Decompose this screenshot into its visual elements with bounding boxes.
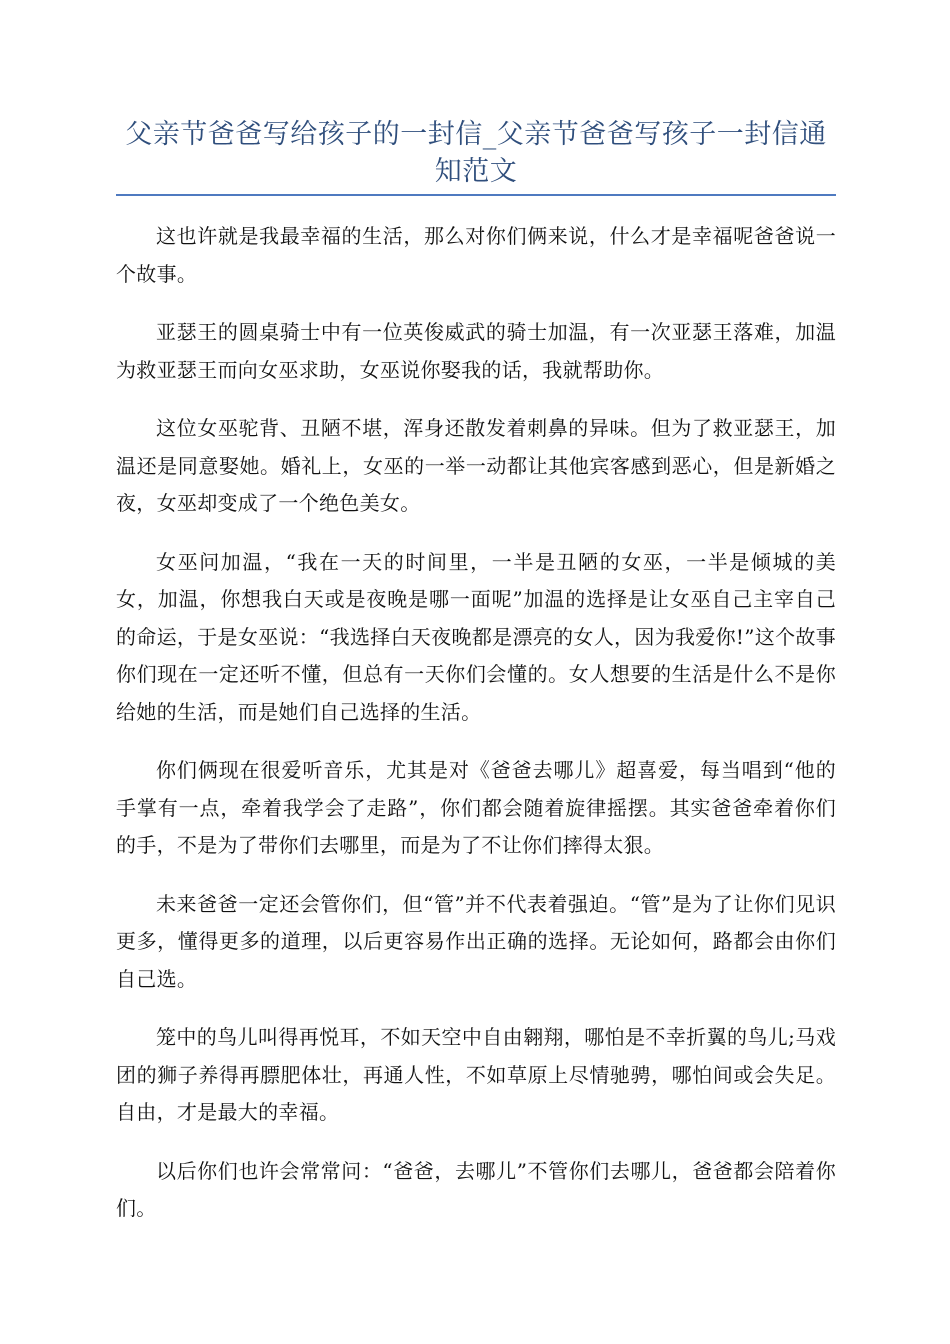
paragraph: 你们俩现在很爱听音乐，尤其是对《爸爸去哪儿》超喜爱，每当唱到“他的手掌有一点，牵着我学会了走路”，你们都会随着旋律摇摆。其实爸爸牵着你们的手，不是为了带你们去哪里，而是为了不让你们摔得太狠。: [116, 758, 836, 857]
paragraph: 以后你们也许会常常问：“爸爸，去哪儿”不管你们去哪儿，爸爸都会陪着你们。: [116, 1158, 836, 1220]
title-underline: [116, 194, 836, 196]
document-page: [116, 116, 836, 1249]
paragraph: 亚瑟王的圆桌骑士中有一位英俊威武的骑士加温，有一次亚瑟王落难，加温为救亚瑟王而向女巫求助，女巫说你娶我的话，我就帮助你。: [116, 320, 836, 382]
paragraph: 女巫问加温，“我在一天的时间里，一半是丑陋的女巫，一半是倾城的美女，加温，你想我白天或是夜晚是哪一面呢”加温的选择是让女巫自己主宰自己的命运，于是女巫说：“我选择白天夜晚都是漂亮的女人，因为我爱你!”这个故事你们现在一定还听不懂，但总有一天你们会懂的。女人想要的生活是什么不是你给她的生活，而是她们自己选择的生活。: [116, 549, 836, 724]
paragraph: 这位女巫驼背、丑陋不堪，浑身还散发着刺鼻的异味。但为了救亚瑟王，加温还是同意娶她。婚礼上，女巫的一举一动都让其他宾客感到恶心，但是新婚之夜，女巫却变成了一个绝色美女。: [116, 416, 836, 515]
paragraph: 这也许就是我最幸福的生活，那么对你们俩来说，什么才是幸福呢爸爸说一个故事。: [116, 224, 836, 286]
paragraph: 未来爸爸一定还会管你们，但“管”并不代表着强迫。“管”是为了让你们见识更多，懂得更多的道理，以后更容易作出正确的选择。无论如何，路都会由你们自己选。: [116, 891, 836, 991]
document-title: 父亲节爸爸写给孩子的一封信_父亲节爸爸写孩子一封信通知范文: [125, 119, 827, 187]
paragraph: 笼中的鸟儿叫得再悦耳，不如天空中自由翱翔，哪怕是不幸折翼的鸟儿;马戏团的狮子养得再膘肥体壮，再通人性，不如草原上尽情驰骋，哪怕间或会失足。自由，才是最大的幸福。: [116, 1025, 836, 1124]
